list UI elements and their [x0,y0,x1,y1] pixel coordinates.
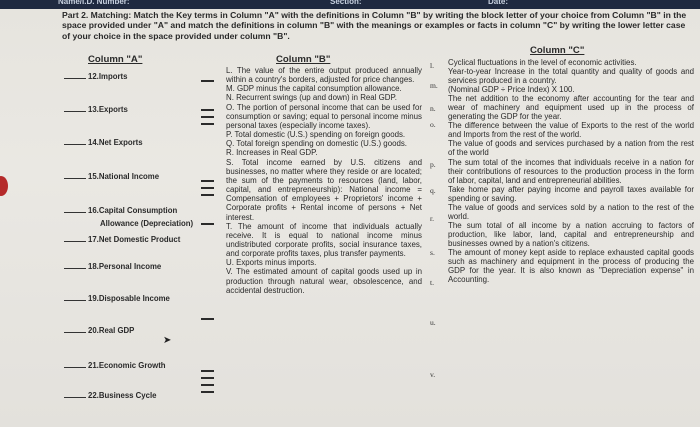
answer-blank-u-v[interactable] [201,370,215,398]
term-20[interactable]: 20.Real GDP [64,326,134,336]
name-field-label: Name/I.D. Number: [58,0,130,6]
letter-r: r. [430,214,435,223]
mouse-cursor-icon: ➤ [163,335,172,346]
term-16[interactable]: 16.Capital Consumption [64,206,177,216]
term-18[interactable]: 18.Personal Income [64,262,161,272]
answer-blank[interactable] [64,212,86,213]
date-field-label: Date: [488,0,509,6]
cut-header-strip [0,0,700,9]
item-n: (Nominal GDP ÷ Price Index) X 100. [448,85,575,95]
item-v: The amount of money kept aside to replace exhausted capital goods such as machinery and equipment in the process of producing the GDP for the year. It is also known as "Depreciation expense" in Accounting. [448,247,694,285]
item-u: The sum total of all income by a nation accruing to factors of production, like labor, land, capital and entrepreneurship and businesses owned by a nation's citizens. [448,220,694,248]
answer-blank-s[interactable] [201,223,215,230]
term-21[interactable]: 21.Economic Growth [64,361,166,371]
answer-blank[interactable] [64,241,86,242]
answer-blank-l[interactable] [201,80,215,87]
answer-blank[interactable] [64,268,86,269]
column-c-heading: Column "C" [530,45,585,56]
term-16-continuation: Allowance (Depreciation) [100,219,194,228]
term-13[interactable]: 13.Exports [64,105,128,115]
term-22[interactable]: 22.Business Cycle [64,391,156,401]
instructions: Part 2. Matching: Match the Key terms in Column "A" with the definitions in Column "B" by writing the block letter of your choice from Column "B" in the space provided under "A" and match the definitions in column "B" with the meanings or examples or facts in column "C" by writing the lower letter case of your choice in the space provided under column "B". [62,10,687,41]
term-14[interactable]: 14.Net Exports [64,138,143,148]
answer-blank-m-n-o[interactable] [201,109,215,130]
definition-q: Q. Total foreign spending on domestic (U.S.) goods. [226,139,407,149]
column-b-definitions [226,66,422,295]
definition-p: P. Total domestic (U.S.) spending on foreign goods. [226,130,406,140]
definition-m: M. GDP minus the capital consumption allowance. [226,84,402,94]
term-12[interactable]: 12.Imports [64,72,127,82]
item-l: Cyclical fluctuations in the level of economic activities. [448,58,637,67]
letter-t: t. [430,278,435,287]
letter-s: s. [430,248,435,257]
definition-t: T. The amount of income that individuals actually receive. It is equal to national income minus undistributed corporate profits, social insurance taxes, and corporate profits taxes, plus transfer payments. [226,221,422,259]
side-marker [0,176,8,196]
definition-u: U. Exports minus imports. [226,258,317,268]
letter-u: u. [430,318,436,327]
item-t: The value of goods and services sold by a nation to the rest of the world. [448,202,694,221]
answer-blank[interactable] [64,300,86,301]
item-p: The difference between the value of Exports to the rest of the world and Imports from the rest of the world. [448,121,694,140]
definition-l: L. The value of the entire output produced annually within a country's borders, adjusted for price changes. [226,66,422,85]
definition-n: N. Recurrent swings (up and down) in Real GDP. [226,93,397,103]
answer-blank[interactable] [64,111,86,112]
answer-blank[interactable] [64,144,86,145]
column-c-items [448,58,694,284]
column-b-heading: Column "B" [276,54,331,65]
column-a-heading: Column "A" [88,54,143,65]
answer-blank[interactable] [64,178,86,179]
definition-v: V. The estimated amount of capital goods used up in production through natural wear, obsolescence, and accidental destruction. [226,267,422,295]
answer-blank-p-q-r[interactable] [201,180,215,201]
item-r: The sum total of the incomes that individuals receive in a nation for their contributions of resources to the production process in the form of labor, capital, land and entrepreneurial abilities. [448,157,694,185]
item-s: Take home pay after paying income and payroll taxes available for spending or saving. [448,184,694,203]
letter-m: m. [430,81,438,90]
section-field-label: Section: [330,0,362,6]
item-o: The net addition to the economy after accounting for the tear and wear of machinery and equipment used up in the process of generating the GDP for the year. [448,94,694,122]
answer-blank[interactable] [64,367,86,368]
definition-o: O. The portion of personal income that can be used for consumption or saving; equal to personal income minus personal taxes (especially income taxes). [226,102,422,130]
letter-q: q. [430,186,436,195]
letter-n: n. [430,104,436,113]
term-19[interactable]: 19.Disposable Income [64,294,170,304]
definition-s: S. Total income earned by U.S. citizens and businesses, no matter where they reside or are located; the sum of the payments to resources (land, labor, capital, and entrepreneurship): National income = Compensation of employees + Proprietors' income + Corporate profits + Rental income of persons + Net interest. [226,157,422,222]
letter-v: v. [430,370,436,379]
term-15[interactable]: 15.National Income [64,172,159,182]
answer-blank[interactable] [64,332,86,333]
answer-blank[interactable] [64,397,86,398]
definition-r: R. Increases in Real GDP. [226,148,318,158]
item-m: Year-to-year Increase in the total quantity and quality of goods and services produced in a country. [448,67,694,86]
letter-o: o. [430,120,436,129]
letter-p: p. [430,160,436,169]
answer-blank-t[interactable] [201,318,215,325]
letter-l: l. [430,61,435,70]
answer-blank[interactable] [64,78,86,79]
term-17[interactable]: 17.Net Domestic Product [64,235,180,245]
item-q: The value of goods and services purchased by a nation from the rest of the world [448,139,694,158]
